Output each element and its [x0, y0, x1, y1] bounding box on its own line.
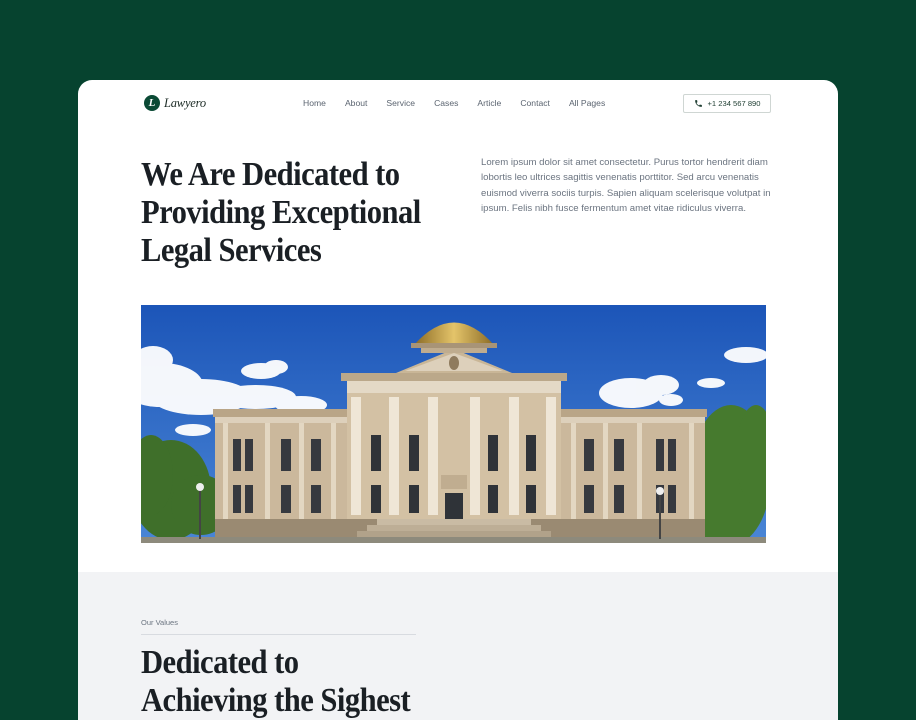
phone-number: +1 234 567 890: [707, 99, 761, 108]
courthouse-image: [141, 305, 766, 543]
logo-mark-icon: L: [144, 95, 160, 111]
logo-text: Lawyero: [164, 95, 206, 110]
hero-title-line: Legal Services: [141, 232, 322, 269]
nav-link-service[interactable]: Service: [386, 98, 416, 108]
values-eyebrow: Our Values: [141, 618, 178, 627]
logo[interactable]: [144, 95, 206, 111]
phone-icon: [694, 99, 703, 108]
values-title: [141, 644, 438, 720]
hero-title-line: Providing Exceptional: [141, 194, 421, 231]
values-title-line: Achieving the Sighest: [141, 682, 411, 719]
main-menu: [303, 98, 624, 108]
hero-title: [141, 156, 438, 270]
hero-description: Lorem ipsum dolor sit amet consectetur. Purus tortor hendrerit diam lobortis leo ultrices sagittis venenatis porttitor. Sed arcu venenatis euismod viverra sociis turpis. Sapien aliquam scelerisque volutpat in ipsum. Felis nibh fusce fermentum amet vitae ridiculus viverra.: [481, 157, 771, 214]
hero-title-line: We Are Dedicated to: [141, 156, 400, 193]
page-frame: [78, 80, 838, 720]
top-navigation: [78, 80, 838, 126]
nav-link-all-pages[interactable]: All Pages: [568, 98, 606, 108]
nav-link-about[interactable]: About: [344, 98, 368, 108]
nav-link-contact[interactable]: Contact: [520, 98, 550, 108]
nav-link-home[interactable]: Home: [303, 98, 326, 108]
values-divider: [141, 634, 416, 635]
nav-link-cases[interactable]: Cases: [434, 98, 459, 108]
phone-button[interactable]: [683, 94, 771, 113]
values-section: [78, 572, 838, 720]
nav-link-article[interactable]: Article: [477, 98, 502, 108]
values-title-line: Dedicated to: [141, 644, 299, 681]
